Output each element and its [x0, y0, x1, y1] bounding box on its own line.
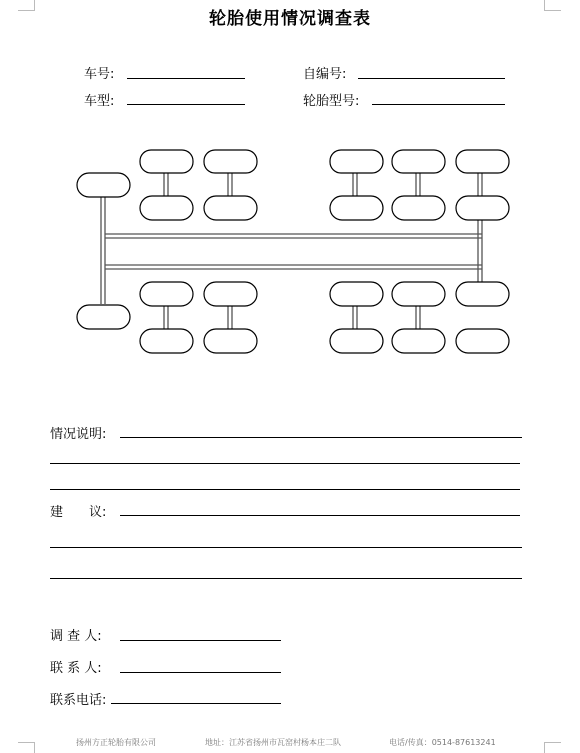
tire-slot[interactable]: [392, 150, 445, 173]
tire-slot[interactable]: [204, 196, 257, 220]
suggestion-line-3[interactable]: [50, 578, 522, 579]
tire-slot[interactable]: [392, 282, 445, 306]
tire-slot[interactable]: [330, 150, 383, 173]
tire-slot[interactable]: [140, 329, 193, 353]
tire-slot[interactable]: [456, 282, 509, 306]
contact-person-field[interactable]: [120, 672, 281, 673]
tire-slot[interactable]: [330, 282, 383, 306]
footer-company: 扬州方正轮胎有限公司: [76, 738, 156, 747]
page-title: 轮胎使用情况调查表: [209, 9, 371, 29]
footer-address: 地址：江苏省扬州市瓦窑村杨本庄二队: [205, 738, 341, 747]
vehicle-model-label: 车型:: [84, 94, 115, 109]
suggestion-label: 建 议:: [50, 505, 107, 520]
investigator-field[interactable]: [120, 640, 281, 641]
footer-phone: 电话/传真：0514-87613241: [389, 738, 496, 747]
tire-slot[interactable]: [140, 150, 193, 173]
tire-steer-right[interactable]: [77, 305, 130, 329]
tire-slot[interactable]: [204, 282, 257, 306]
suggestion-line-1[interactable]: [120, 515, 520, 516]
investigator-label: 调 查 人:: [50, 629, 102, 644]
situation-line-3[interactable]: [50, 489, 520, 490]
situation-line-2[interactable]: [50, 463, 520, 464]
tire-slot[interactable]: [204, 150, 257, 173]
tire-slot[interactable]: [392, 329, 445, 353]
tire-slot[interactable]: [330, 196, 383, 220]
tire-model-label: 轮胎型号:: [303, 94, 360, 109]
tire-slot[interactable]: [456, 196, 509, 220]
tire-slot[interactable]: [140, 196, 193, 220]
vehicle-number-label: 车号:: [84, 67, 115, 82]
self-number-label: 自编号:: [303, 67, 347, 82]
tire-slot[interactable]: [204, 329, 257, 353]
dual-wheel-axles: [164, 173, 420, 329]
situation-line-1[interactable]: [120, 437, 522, 438]
tire-slot[interactable]: [140, 282, 193, 306]
contact-phone-label: 联系电话:: [50, 693, 107, 708]
contact-person-label: 联 系 人:: [50, 661, 102, 676]
page-footer: [0, 737, 580, 751]
tire-slot[interactable]: [456, 150, 509, 173]
suggestion-line-2[interactable]: [50, 547, 522, 548]
contact-phone-field[interactable]: [111, 703, 281, 704]
situation-label: 情况说明:: [50, 427, 107, 442]
tire-slot[interactable]: [392, 196, 445, 220]
tire-steer-left[interactable]: [77, 173, 130, 197]
tire-slot[interactable]: [456, 329, 509, 353]
tire-slot[interactable]: [330, 329, 383, 353]
